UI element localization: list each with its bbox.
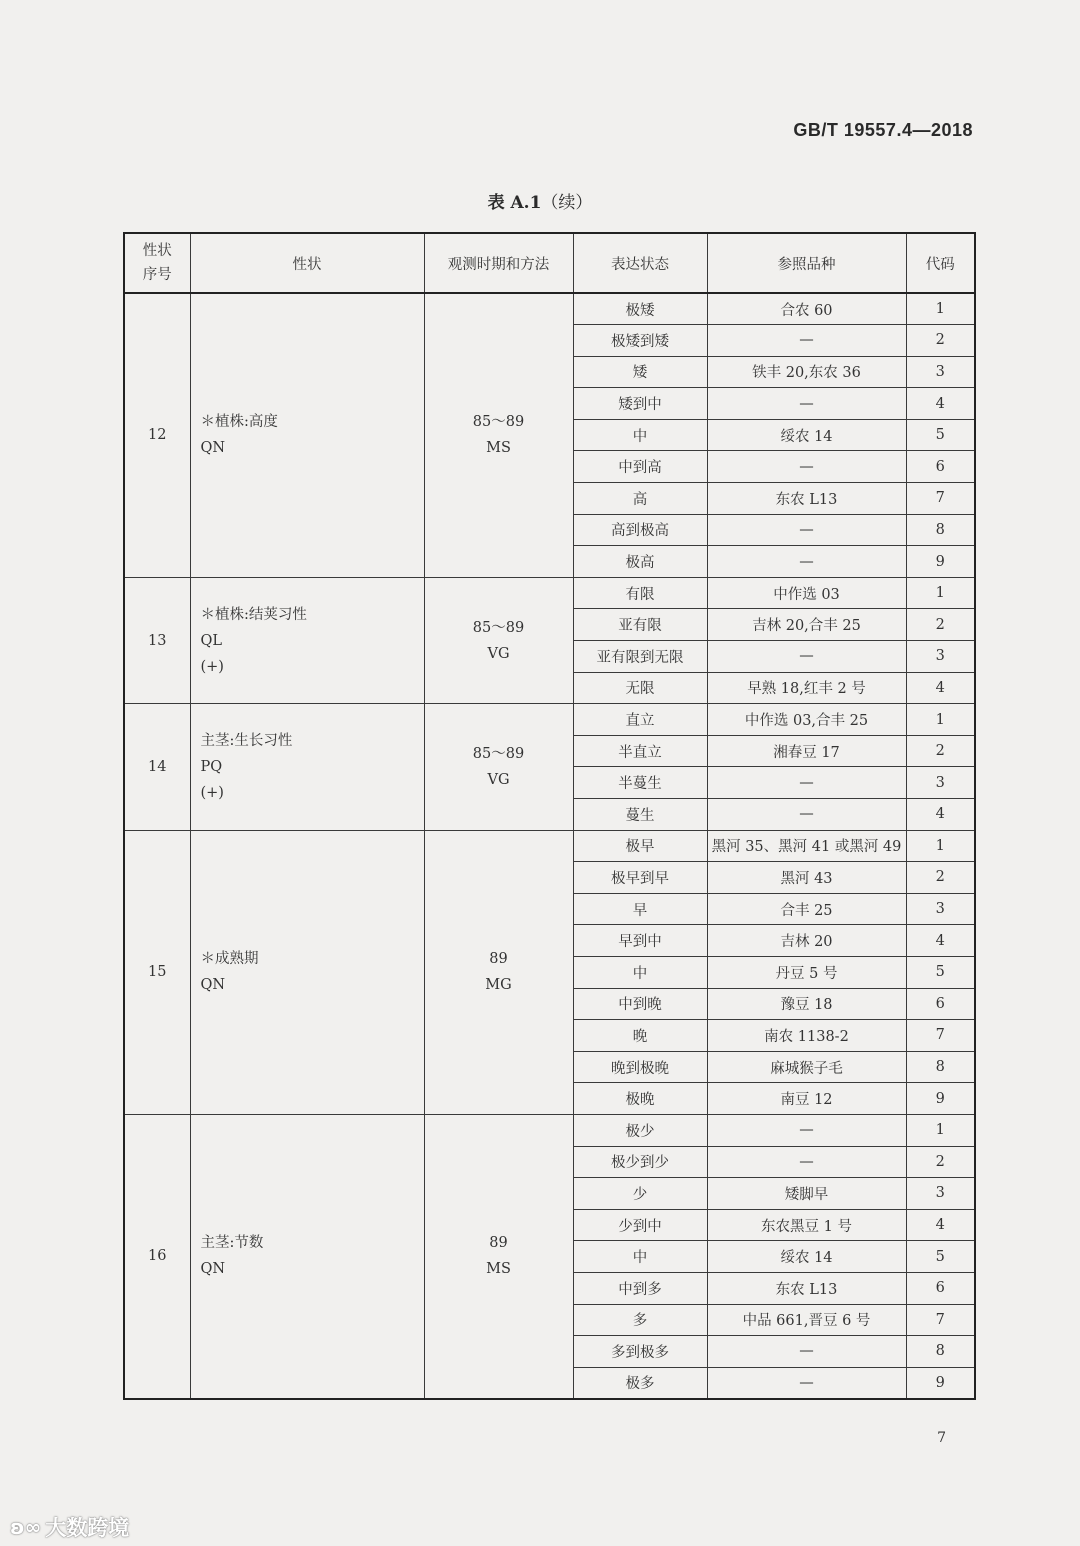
expression-state-cell: 极多 [573, 1367, 707, 1399]
code-cell: 2 [906, 1146, 975, 1178]
reference-variety-cell: 中品 661,晋豆 6 号 [707, 1304, 906, 1336]
method-line: 85～89 [472, 745, 525, 762]
method-line: MG [485, 977, 512, 994]
reference-variety-cell: 黑河 35、黑河 41 或黑河 49 [707, 830, 906, 862]
reference-variety-cell: — [707, 451, 906, 483]
expression-state-cell: 晚到极晚 [573, 1051, 707, 1083]
code-cell: 4 [906, 799, 975, 831]
code-cell: 9 [906, 1083, 975, 1115]
code-cell: 2 [906, 862, 975, 894]
method-line: VG [487, 645, 510, 662]
reference-variety-cell: 绥农 14 [707, 1241, 906, 1273]
code-cell: 1 [906, 1114, 975, 1146]
code-cell: 8 [906, 1051, 975, 1083]
method-cell [424, 577, 573, 703]
reference-variety-cell: — [707, 641, 906, 673]
code-cell: 4 [906, 672, 975, 704]
expression-state-cell: 半蔓生 [573, 767, 707, 799]
trait-line: ＊成熟期 [200, 951, 259, 968]
code-cell: 3 [906, 641, 975, 673]
trait-cell [190, 1114, 424, 1398]
table-title-suffix: （续） [541, 193, 593, 213]
expression-state-cell: 少 [573, 1178, 707, 1210]
code-cell: 1 [906, 704, 975, 736]
table-row [124, 293, 975, 325]
trait-cell [190, 704, 424, 830]
code-cell: 3 [906, 893, 975, 925]
trait-cell [190, 577, 424, 703]
trait-number-cell: 14 [124, 704, 190, 830]
reference-variety-cell: — [707, 325, 906, 357]
table-row [124, 704, 975, 736]
watermark [10, 1512, 129, 1542]
header-state: 表达状态 [573, 233, 707, 293]
expression-state-cell: 晚 [573, 1020, 707, 1052]
code-cell: 9 [906, 546, 975, 578]
reference-variety-cell: — [707, 1336, 906, 1368]
trait-line: QN [200, 1261, 226, 1278]
expression-state-cell: 中到多 [573, 1272, 707, 1304]
expression-state-cell: 矮到中 [573, 388, 707, 420]
reference-variety-cell: 南豆 12 [707, 1083, 906, 1115]
expression-state-cell: 高 [573, 483, 707, 515]
expression-state-cell: 极少 [573, 1114, 707, 1146]
code-cell: 3 [906, 356, 975, 388]
table-title [0, 188, 1080, 213]
reference-variety-cell: 绥农 14 [707, 419, 906, 451]
reference-variety-cell: 中作选 03,合丰 25 [707, 704, 906, 736]
code-cell: 7 [906, 483, 975, 515]
code-cell: 5 [906, 956, 975, 988]
code-cell: 5 [906, 419, 975, 451]
expression-state-cell: 蔓生 [573, 799, 707, 831]
method-line: 89 [489, 1235, 508, 1252]
reference-variety-cell: — [707, 1146, 906, 1178]
reference-variety-cell: 东农黑豆 1 号 [707, 1209, 906, 1241]
code-cell: 4 [906, 1209, 975, 1241]
code-cell: 2 [906, 325, 975, 357]
code-cell: 6 [906, 988, 975, 1020]
code-cell: 6 [906, 451, 975, 483]
reference-variety-cell: 南农 1138-2 [707, 1020, 906, 1052]
expression-state-cell: 极早到早 [573, 862, 707, 894]
method-cell [424, 830, 573, 1114]
method-line: 85～89 [472, 619, 525, 636]
table-body [124, 293, 975, 1399]
expression-state-cell: 多到极多 [573, 1336, 707, 1368]
reference-variety-cell: 吉林 20,合丰 25 [707, 609, 906, 641]
trait-cell [190, 293, 424, 577]
expression-state-cell: 中 [573, 419, 707, 451]
method-cell [424, 293, 573, 577]
code-cell: 8 [906, 514, 975, 546]
expression-state-cell: 中 [573, 1241, 707, 1273]
reference-variety-cell: 东农 L13 [707, 483, 906, 515]
header-method: 观测时期和方法 [424, 233, 573, 293]
header-reference: 参照品种 [707, 233, 906, 293]
expression-state-cell: 矮 [573, 356, 707, 388]
trait-number-cell: 13 [124, 577, 190, 703]
expression-state-cell: 极晚 [573, 1083, 707, 1115]
reference-variety-cell: 丹豆 5 号 [707, 956, 906, 988]
expression-state-cell: 亚有限到无限 [573, 641, 707, 673]
trait-line: 主茎:节数 [200, 1235, 264, 1252]
code-cell: 8 [906, 1336, 975, 1368]
watermark-logo-icon: ʚ∞ [10, 1515, 42, 1539]
expression-state-cell: 极矮到矮 [573, 325, 707, 357]
header-trait-number: 性状 序号 [124, 233, 190, 293]
reference-variety-cell: 合农 60 [707, 293, 906, 325]
reference-variety-cell: — [707, 1367, 906, 1399]
method-line: 89 [489, 951, 508, 968]
trait-line: ＊植株:结荚习性 [200, 606, 307, 623]
trait-line: QL [200, 632, 223, 649]
expression-state-cell: 早 [573, 893, 707, 925]
code-cell: 7 [906, 1020, 975, 1052]
reference-variety-cell: 麻城猴子毛 [707, 1051, 906, 1083]
trait-line: 主茎:生长习性 [200, 732, 293, 749]
reference-variety-cell: 早熟 18,红丰 2 号 [707, 672, 906, 704]
trait-line: ＊植株:高度 [200, 414, 278, 431]
table-row [124, 1114, 975, 1146]
trait-line: PQ [200, 758, 223, 775]
trait-line: (+) [200, 784, 224, 801]
expression-state-cell: 极矮 [573, 293, 707, 325]
expression-state-cell: 极早 [573, 830, 707, 862]
code-cell: 7 [906, 1304, 975, 1336]
reference-variety-cell: — [707, 767, 906, 799]
trait-number-cell: 15 [124, 830, 190, 1114]
code-cell: 1 [906, 577, 975, 609]
expression-state-cell: 中到高 [573, 451, 707, 483]
table-title-main: 表 A.1 [487, 193, 542, 213]
trait-line: QN [200, 440, 226, 457]
reference-variety-cell: 中作选 03 [707, 577, 906, 609]
trait-line: QN [200, 977, 226, 994]
reference-variety-cell: — [707, 799, 906, 831]
code-cell: 6 [906, 1272, 975, 1304]
method-line: 85～89 [472, 414, 525, 431]
expression-state-cell: 中到晚 [573, 988, 707, 1020]
method-line: VG [487, 771, 510, 788]
trait-number-cell: 16 [124, 1114, 190, 1398]
expression-state-cell: 极少到少 [573, 1146, 707, 1178]
table-row [124, 577, 975, 609]
expression-state-cell: 早到中 [573, 925, 707, 957]
reference-variety-cell: — [707, 1114, 906, 1146]
page-number: 7 [937, 1430, 946, 1446]
method-cell [424, 1114, 573, 1398]
method-cell [424, 704, 573, 830]
code-cell: 9 [906, 1367, 975, 1399]
code-cell: 1 [906, 830, 975, 862]
expression-state-cell: 中 [573, 956, 707, 988]
code-cell: 3 [906, 1178, 975, 1210]
code-cell: 2 [906, 735, 975, 767]
expression-state-cell: 无限 [573, 672, 707, 704]
method-line: MS [486, 440, 511, 457]
trait-table [123, 232, 976, 1400]
code-cell: 2 [906, 609, 975, 641]
reference-variety-cell: 黑河 43 [707, 862, 906, 894]
header-trait: 性状 [190, 233, 424, 293]
expression-state-cell: 亚有限 [573, 609, 707, 641]
reference-variety-cell: 矮脚早 [707, 1178, 906, 1210]
trait-line: (+) [200, 658, 224, 675]
expression-state-cell: 极高 [573, 546, 707, 578]
trait-cell [190, 830, 424, 1114]
reference-variety-cell: — [707, 546, 906, 578]
reference-variety-cell: 豫豆 18 [707, 988, 906, 1020]
reference-variety-cell: — [707, 388, 906, 420]
expression-state-cell: 有限 [573, 577, 707, 609]
header-code: 代码 [906, 233, 975, 293]
reference-variety-cell: — [707, 514, 906, 546]
code-cell: 1 [906, 293, 975, 325]
method-line: MS [486, 1261, 511, 1278]
reference-variety-cell: 东农 L13 [707, 1272, 906, 1304]
code-cell: 5 [906, 1241, 975, 1273]
expression-state-cell: 高到极高 [573, 514, 707, 546]
expression-state-cell: 少到中 [573, 1209, 707, 1241]
expression-state-cell: 直立 [573, 704, 707, 736]
code-cell: 3 [906, 767, 975, 799]
expression-state-cell: 半直立 [573, 735, 707, 767]
table-header-row [124, 233, 975, 293]
trait-number-cell: 12 [124, 293, 190, 577]
code-cell: 4 [906, 925, 975, 957]
reference-variety-cell: 吉林 20 [707, 925, 906, 957]
watermark-text: 大数跨境 [45, 1516, 130, 1540]
expression-state-cell: 多 [573, 1304, 707, 1336]
reference-variety-cell: 铁丰 20,东农 36 [707, 356, 906, 388]
table-row [124, 830, 975, 862]
reference-variety-cell: 合丰 25 [707, 893, 906, 925]
reference-variety-cell: 湘春豆 17 [707, 735, 906, 767]
code-cell: 4 [906, 388, 975, 420]
document-code: GB/T 19557.4—2018 [793, 120, 973, 140]
